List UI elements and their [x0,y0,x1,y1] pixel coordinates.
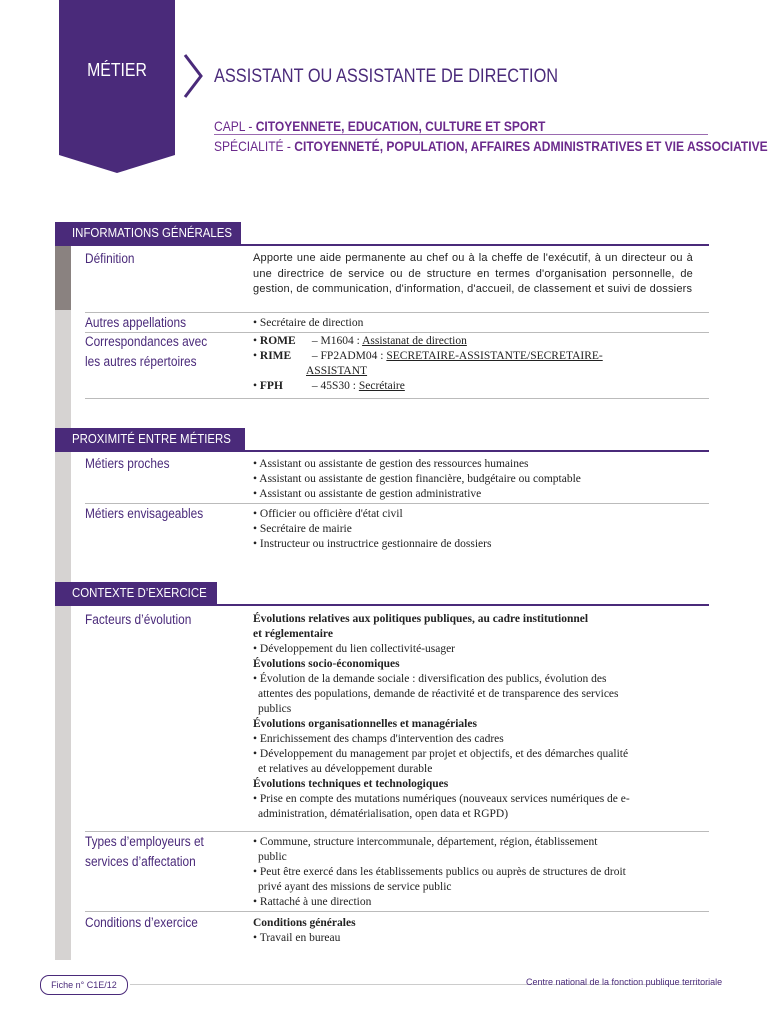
conditions-exercice-list: Conditions générales • Travail en bureau [253,916,693,946]
conditions-exercice-label: Conditions d’exercice [85,915,198,930]
rime-link-continued[interactable]: ASSISTANT [306,365,368,377]
list-item: • Assistant ou assistante de gestion administrative [253,488,482,500]
list-item: • Enrichissement des champs d'intervention des cadres [253,733,504,745]
list-item: • Évolution de la demande sociale : diversification des publics, évolution des [253,673,607,685]
footer-organization: Centre national de la fonction publique territoriale [526,977,723,987]
types-employeurs-label: Types d’employeurs et services d’affectation [85,834,204,869]
row-divider [85,398,709,399]
row-divider [85,911,709,912]
fiche-number: Fiche n° C1E/12 [40,975,128,995]
correspondances-list [253,334,693,394]
sidebar-accent [55,245,71,310]
list-item: • Instructeur ou instructrice gestionnaire de dossiers [253,538,492,550]
list-item: • Développement du management par projet et objectifs, et des démarches qualité [253,748,629,760]
facteurs-evolution-label: Facteurs d’évolution [85,612,192,627]
section-divider [55,450,709,452]
fph-row: • FPH – 45S30 : Secrétaire [253,380,405,392]
rime-link[interactable]: SECRETAIRE-ASSISTANTE/SECRETAIRE- [386,350,603,362]
subtitle-divider [214,134,708,135]
section-contexte-exercice: CONTEXTE D’EXERCICE [55,582,217,604]
definition-text: Apporte une aide permanente au chef ou à la cheffe de l'exécutif, à un directeur ou à une directrice de service ou de structure en termes d'organisation personnelle, de gestion, de communication, d'information, d'accueil, de classement et suivi de dossiers [253,252,693,295]
page-title: ASSISTANT OU ASSISTANTE DE DIRECTION [214,66,559,87]
list-item: • Développement du lien collectivité-usager [253,643,456,655]
rome-row: • ROME – M1604 : Assistanat de direction [253,335,467,347]
metier-tag: MÉTIER [87,60,147,80]
metiers-proches-label: Métiers proches [85,456,170,471]
autres-appellations-list [253,316,693,331]
rome-link[interactable]: Assistanat de direction [362,335,467,347]
list-item: • Prise en compte des mutations numériques (nouveaux services numériques de e- [253,793,630,805]
list-item: • Secrétaire de direction [253,317,364,329]
types-employeurs-list: • Commune, structure intercommunale, département, région, établissement public • Peut être exercé dans les établissements publics ou auprès de structures de droit privé ayant des missions de service public • Rattaché à une direction [253,835,693,910]
list-item: • Assistant ou assistante de gestion des ressources humaines [253,458,529,470]
specialite-line: SPÉCIALITÉ - CITOYENNETÉ, POPULATION, AFFAIRES ADMINISTRATIVES ET VIE ASSOCIATIVE [214,138,768,154]
facteurs-evolution-list: Évolutions relatives aux politiques publiques, au cadre institutionnel et réglementaire • Développement du lien collectivité-usager Évolutions socio-économiques • Évolution de la demande sociale : diversification des publics, évolution des attentes des populations, demande de réactivité et de transparence des services publics Évolutions organisationnelles et managériales • Enrichissement des champs d'intervention des cadres • Développement du management par projet et objectifs, et des démarches qualité et relatives au développement durable Évolutions techniques et technologiques • Prise en compte des mutations numériques (nouveaux services numériques de e- administration, dématérialisation, open data et RGPD) [253,612,693,822]
fph-link[interactable]: Secrétaire [358,380,405,392]
rime-row: • RIME – FP2ADM04 : SECRETAIRE-ASSISTANTE/SECRETAIRE- [253,350,603,362]
section-divider [55,604,709,606]
list-item: • Commune, structure intercommunale, département, région, établissement [253,836,598,848]
list-item: • Travail en bureau [253,932,341,944]
autres-appellations-label: Autres appellations [85,315,187,330]
list-item: • Secrétaire de mairie [253,523,352,535]
list-item: • Peut être exercé dans les établissements publics ou auprès de structures de droit [253,866,626,878]
metiers-proches-list [253,457,693,502]
chevron-right-icon [181,52,205,100]
definition-label: Définition [85,251,135,266]
section-informations-generales: INFORMATIONS GÉNÉRALES [55,222,241,244]
metiers-envisageables-list [253,507,693,552]
capl-line: CAPL - CITOYENNETE, EDUCATION, CULTURE ET SPORT [214,118,546,134]
sidebar-band [55,310,71,960]
list-item: • Officier ou officière d'état civil [253,508,403,520]
metier-tab-tip [59,155,175,173]
list-item: • Rattaché à une direction [253,896,372,908]
section-divider [55,244,709,246]
correspondances-label: Correspondances avec les autres répertoires [85,334,208,369]
list-item: • Assistant ou assistante de gestion financière, budgétaire ou comptable [253,473,581,485]
metiers-envisageables-label: Métiers envisageables [85,506,204,521]
section-proximite-metiers: PROXIMITÉ ENTRE MÉTIERS [55,428,245,450]
